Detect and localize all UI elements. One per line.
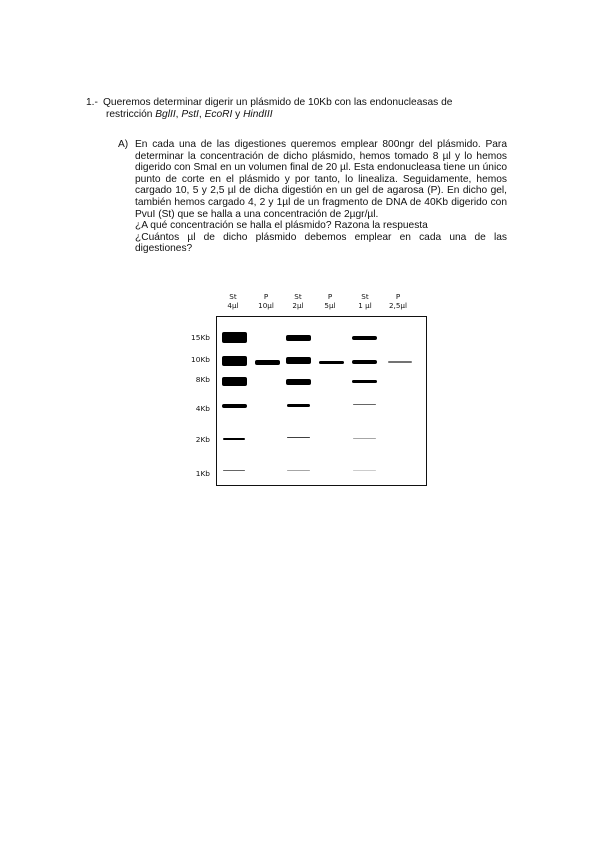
enzyme-bglii: BglII (155, 109, 176, 121)
gel-band (222, 377, 247, 386)
part-a-paragraph: En cada una de las digestiones queremos emplear 800ngr del plásmido. Para determinar la concentración de dicho plásmido, hemos tomado 8 µl y lo hemos digerido con SmaI en un volumen final de 20 µl. Esta endonucleasa tiene un único punto de corte en el plásmido y por tanto, lo linealiza. Seguidamente, hemos cargado 10, 5 y 2,5 µl de dicha digestión en un gel de agarosa (P). En dicho gel, también hemos cargado 4, 2 y 1µl de un fragmento de DNA de 40Kb digerido con PvuI (St) que se halla a una concentración de 2µgr/µl. (135, 139, 507, 220)
gel-band (287, 437, 310, 438)
gel-box (216, 316, 427, 486)
gel-band (352, 380, 377, 383)
lane-header: St 4µl (227, 292, 239, 310)
question-number: 1.- (86, 97, 98, 108)
gel-band (319, 361, 344, 364)
gel-band (353, 404, 376, 405)
lane-header: St 1 µl (358, 292, 372, 310)
enzyme-ecori: EcoRI (204, 109, 233, 121)
part-a-question-2: ¿Cuántos µl de dicho plásmido debemos emplear en cada una de las digestiones? (135, 231, 507, 255)
gel-band (286, 357, 311, 364)
gel-band (352, 336, 377, 340)
gel-band (222, 404, 247, 408)
gel-band (286, 379, 311, 385)
lane-header: P 10µl (258, 292, 274, 310)
size-marker-label: 2Kb (195, 435, 210, 444)
gel-band (353, 470, 376, 471)
gel-band (287, 404, 310, 407)
enzyme-hindiii: HindIII (243, 109, 273, 121)
gel-band (222, 356, 247, 366)
gel-band (223, 470, 245, 471)
size-marker-label: 1Kb (195, 469, 210, 478)
gel-band (388, 361, 412, 363)
lane-header: St 2µl (292, 292, 304, 310)
size-marker-label: 10Kb (191, 355, 210, 364)
part-a-label: A) (118, 139, 129, 150)
gel-band (286, 335, 311, 341)
enzyme-psti: PstI (181, 109, 199, 121)
gel-band (352, 360, 377, 364)
lane-header: P 5µl (324, 292, 336, 310)
gel-band (255, 360, 280, 365)
part-a-body (135, 139, 507, 255)
size-marker-label: 15Kb (191, 333, 210, 342)
gel-band (223, 438, 245, 440)
agarose-gel-figure (180, 288, 440, 498)
question-line-2: restricción BglII, PstI, EcoRI y HindIII (106, 109, 273, 121)
gel-band (353, 438, 376, 439)
gel-band (287, 470, 310, 471)
gel-band (222, 332, 247, 343)
lane-header: P 2,5µl (388, 292, 407, 310)
size-marker-label: 8Kb (195, 375, 210, 384)
part-a-question-1: ¿A qué concentración se halla el plásmido? Razona la respuesta (135, 220, 428, 232)
size-marker-label: 4Kb (195, 404, 210, 413)
question-line-1: Queremos determinar digerir un plásmido de 10Kb con las endonucleasas de (103, 97, 453, 108)
